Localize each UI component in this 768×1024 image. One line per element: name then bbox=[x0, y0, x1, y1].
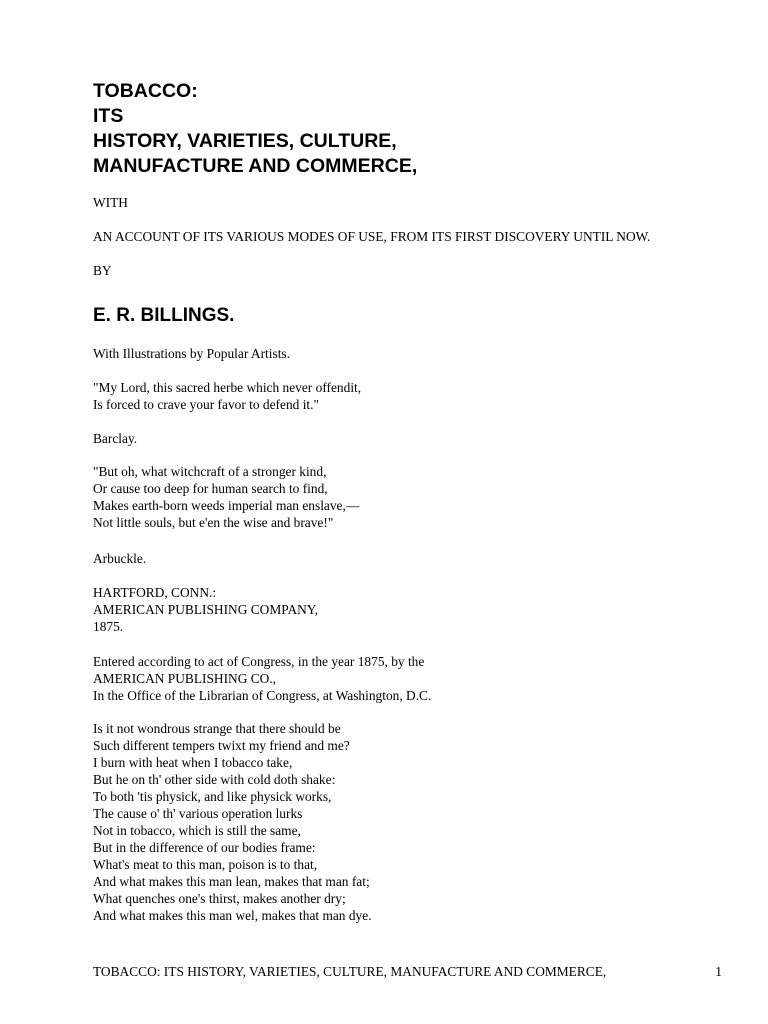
epigraph-barclay bbox=[93, 379, 361, 413]
by-label: BY bbox=[93, 263, 112, 278]
poem-line: Such different tempers twixt my friend and me? bbox=[93, 738, 350, 753]
epigraph-line: Or cause too deep for human search to find, bbox=[93, 481, 328, 496]
title-line: ITS bbox=[93, 105, 124, 127]
epigraph-attribution: Arbuckle. bbox=[93, 551, 147, 566]
epigraph-line: Is forced to crave your favor to defend it." bbox=[93, 397, 319, 412]
poem-line: I burn with heat when I tobacco take, bbox=[93, 755, 293, 770]
poem-line: Is it not wondrous strange that there should be bbox=[93, 721, 341, 736]
imprint-line: HARTFORD, CONN.: bbox=[93, 585, 217, 600]
imprint bbox=[93, 584, 318, 635]
illustrations-note: With Illustrations by Popular Artists. bbox=[93, 346, 290, 361]
copyright-line: Entered according to act of Congress, in the year 1875, by the bbox=[93, 654, 425, 669]
with-label: WITH bbox=[93, 195, 128, 210]
poem-line: The cause o' th' various operation lurks bbox=[93, 806, 303, 821]
copyright-line: In the Office of the Librarian of Congress, at Washington, D.C. bbox=[93, 688, 432, 703]
poem-line: But in the difference of our bodies frame: bbox=[93, 840, 316, 855]
epigraph-line: "But oh, what witchcraft of a stronger kind, bbox=[93, 464, 327, 479]
poem-line: What's meat to this man, poison is to that, bbox=[93, 857, 318, 872]
title-line: MANUFACTURE AND COMMERCE, bbox=[93, 155, 418, 177]
author-name: E. R. BILLINGS. bbox=[93, 305, 235, 326]
poem-line: And what makes this man lean, makes that man fat; bbox=[93, 874, 370, 889]
poem bbox=[93, 720, 372, 924]
running-footer-title: TOBACCO: ITS HISTORY, VARIETIES, CULTURE, MANUFACTURE AND COMMERCE, bbox=[93, 964, 607, 979]
epigraph-attribution: Barclay. bbox=[93, 431, 138, 446]
title-line: HISTORY, VARIETIES, CULTURE, bbox=[93, 130, 397, 152]
imprint-line: AMERICAN PUBLISHING COMPANY, bbox=[93, 602, 319, 617]
title-line: TOBACCO: bbox=[93, 80, 198, 102]
epigraph-line: "My Lord, this sacred herbe which never offendit, bbox=[93, 380, 362, 395]
subtitle: AN ACCOUNT OF ITS VARIOUS MODES OF USE, FROM ITS FIRST DISCOVERY UNTIL NOW. bbox=[93, 229, 651, 244]
page-number: 1 bbox=[715, 964, 722, 979]
imprint-line: 1875. bbox=[93, 619, 124, 634]
poem-line: To both 'tis physick, and like physick works, bbox=[93, 789, 332, 804]
epigraph-line: Not little souls, but e'en the wise and brave!" bbox=[93, 515, 334, 530]
epigraph-line: Makes earth-born weeds imperial man enslave,— bbox=[93, 498, 360, 513]
poem-line: But he on th' other side with cold doth shake: bbox=[93, 772, 336, 787]
poem-line: What quenches one's thirst, makes another dry; bbox=[93, 891, 346, 906]
epigraph-arbuckle bbox=[93, 463, 359, 531]
poem-line: Not in tobacco, which is still the same, bbox=[93, 823, 301, 838]
book-title bbox=[93, 79, 417, 179]
copyright-line: AMERICAN PUBLISHING CO., bbox=[93, 671, 277, 686]
copyright-notice bbox=[93, 653, 431, 704]
poem-line: And what makes this man wel, makes that man dye. bbox=[93, 908, 372, 923]
